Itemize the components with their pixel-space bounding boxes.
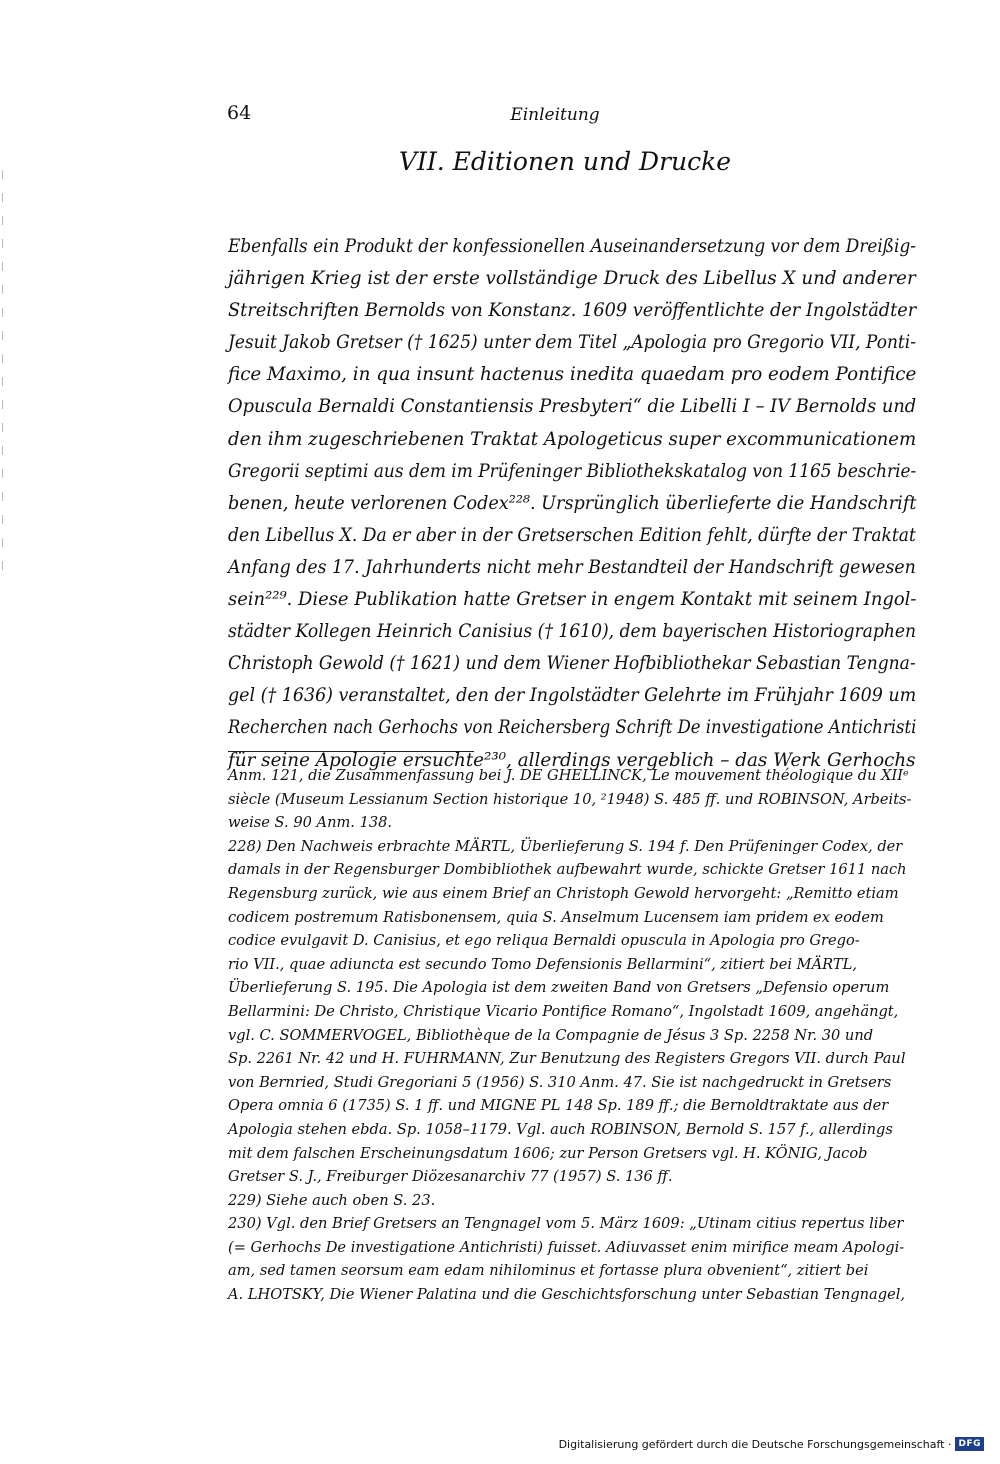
footnote-line: codicem postremum Ratisbonensem, quia S. Anselmum Lucensem iam pridem ex eodem <box>228 908 884 926</box>
footnote-line: (= Gerhochs De investigatione Antichristi) fuisset. Adiuvasset enim mirifice meam Apologi- <box>228 1238 905 1256</box>
body-line: Gregorii septimi aus dem im Prüfeninger Bibliothekskatalog von 1165 beschrie- <box>228 460 917 482</box>
footnote-line: Apologia stehen ebda. Sp. 1058–1179. Vgl. auch ROBINSON, Bernold S. 157 f., allerdings <box>228 1120 893 1138</box>
scan-edge-marks <box>2 170 6 770</box>
footnote-line: vgl. C. SOMMERVOGEL, Bibliothèque de la Compagnie de Jésus 3 Sp. 2258 Nr. 30 und <box>228 1026 874 1044</box>
footnote-line: siècle (Museum Lessianum Section historique 10, ²1948) S. 485 ff. und ROBINSON, Arbeits- <box>228 790 912 808</box>
footnote-line: mit dem falschen Erscheinungsdatum 1606; zur Person Gretsers vgl. H. KÖNIG, Jacob <box>228 1144 868 1162</box>
footnote-line: A. LHOTSKY, Die Wiener Palatina und die Geschichtsforschung unter Sebastian Tengnagel, <box>228 1286 906 1304</box>
footnotes <box>228 764 916 1307</box>
body-line: Recherchen nach Gerhochs von Reichersberg Schrift De investigatione Antichristi <box>228 717 917 739</box>
footnote-line: rio VII., quae adiuncta est secundo Tomo Defensionis Bellarmini“, zitiert bei MÄRTL, <box>228 955 857 973</box>
footer-credit-text: Digitalisierung gefördert durch die Deutsche Forschungsgemeinschaft · <box>558 1437 952 1451</box>
body-line: Opuscula Bernaldi Constantiensis Presbyteri“ die Libelli I – IV Bernolds und <box>228 396 917 418</box>
body-line: sein²²⁹. Diese Publikation hatte Gretser in engem Kontakt mit seinem Ingol- <box>228 589 917 611</box>
footnote-line: am, sed tamen seorsum eam edam nihilominus et fortasse plura obvenient“, zitiert bei <box>228 1262 869 1280</box>
body-line: Anfang des 17. Jahrhunderts nicht mehr Bestandteil der Handschrift gewesen <box>228 556 916 578</box>
footnote-separator <box>228 751 474 752</box>
body-line: Christoph Gewold († 1621) und dem Wiener Hofbibliothekar Sebastian Tengna- <box>228 653 916 675</box>
footnote-line: Gretser S. J., Freiburger Diözesanarchiv 77 (1957) S. 136 ff. <box>228 1168 673 1186</box>
footnote-line: damals in der Regensburger Dombibliothek aufbewahrt wurde, schickte Gretser 1611 nach <box>228 861 907 879</box>
body-line: Jesuit Jakob Gretser († 1625) unter dem Titel „Apologia pro Gregorio VII, Ponti- <box>228 332 916 354</box>
footnote-line: Regensburg zurück, wie aus einem Brief an Christoph Gewold hervorgeht: „Remitto etiam <box>228 884 899 902</box>
footnote-line: 230) Vgl. den Brief Gretsers an Tengnagel vom 5. März 1609: „Utinam citius repertus liber <box>228 1215 904 1233</box>
body-line: fice Maximo, in qua insunt hactenus inedita quaedam pro eodem Pontifice <box>228 364 917 386</box>
body-line: den ihm zugeschriebenen Traktat Apologeticus super excommunicationem <box>228 428 917 450</box>
footnote-line: Anm. 121, die Zusammenfassung bei J. DE GHELLINCK, Le mouvement théologique du XIIᵉ <box>228 767 909 784</box>
digitization-credit <box>559 1437 984 1451</box>
body-line: den Libellus X. Da er aber in der Gretserschen Edition fehlt, dürfte der Traktat <box>228 524 916 546</box>
body-paragraph <box>228 231 916 777</box>
footnote-line: Überlieferung S. 195. Die Apologia ist dem zweiten Band von Gretsers „Defensio operum <box>228 979 890 997</box>
body-line: Streitschriften Bernolds von Konstanz. 1609 veröffentlichte der Ingolstädter <box>228 300 917 322</box>
page-number: 64 <box>227 102 252 124</box>
footnote-line: Opera omnia 6 (1735) S. 1 ff. und MIGNE PL 148 Sp. 189 ff.; die Bernoldtraktate aus der <box>228 1097 889 1115</box>
running-head: Einleitung <box>510 105 600 125</box>
footnote-line: codice evulgavit D. Canisius, et ego reliqua Bernaldi opuscula in Apologia pro Grego- <box>228 932 860 950</box>
section-title: VII. Editionen und Drucke <box>398 147 732 176</box>
body-line: benen, heute verlorenen Codex²²⁸. Ursprünglich überlieferte die Handschrift <box>228 492 917 514</box>
body-line: Ebenfalls ein Produkt der konfessionellen Auseinandersetzung vor dem Dreißig- <box>228 236 916 257</box>
footnote-line: Bellarmini: De Christo, Christique Vicario Pontifice Romano“, Ingolstadt 1609, angehängt, <box>228 1002 899 1020</box>
footnote-line: 229) Siehe auch oben S. 23. <box>228 1191 436 1209</box>
footnote-line: von Bernried, Studi Gregoriani 5 (1956) S. 310 Anm. 47. Sie ist nachgedruckt in Gretsers <box>228 1073 892 1091</box>
footnote-line: weise S. 90 Anm. 138. <box>228 814 393 832</box>
dfg-logo: DFG <box>955 1437 984 1451</box>
footnote-line: Sp. 2261 Nr. 42 und H. FUHRMANN, Zur Benutzung des Registers Gregors VII. durch Paul <box>228 1050 906 1068</box>
body-line: städter Kollegen Heinrich Canisius († 1610), dem bayerischen Historiographen <box>228 621 917 643</box>
footnote-line: 228) Den Nachweis erbrachte MÄRTL, Überlieferung S. 194 f. Den Prüfeninger Codex, der <box>228 837 903 855</box>
body-line: gel († 1636) veranstaltet, den der Ingolstädter Gelehrte im Frühjahr 1609 um <box>228 685 917 707</box>
body-line: jährigen Krieg ist der erste vollständige Druck des Libellus X und anderer <box>228 268 916 290</box>
body-line: für seine Apologie ersuchte²³⁰, allerdings vergeblich – das Werk Gerhochs <box>228 749 916 771</box>
